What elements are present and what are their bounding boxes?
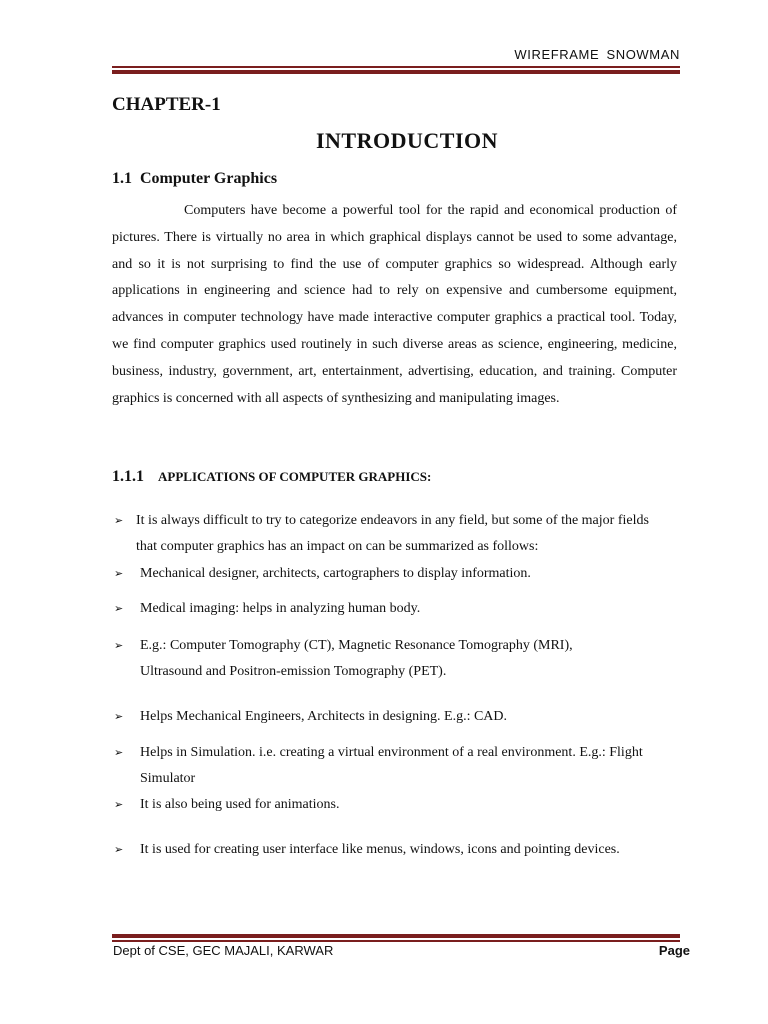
arrowhead-bullet-icon: ➢ — [114, 567, 124, 580]
list-item — [114, 704, 680, 730]
list-item — [114, 633, 634, 685]
running-header: WIREFRAME SNOWMAN — [514, 47, 680, 62]
header-rule-thick — [112, 70, 680, 74]
arrowhead-bullet-icon: ➢ — [114, 639, 124, 652]
arrowhead-bullet-icon: ➢ — [114, 514, 124, 527]
subsection-heading — [112, 468, 431, 486]
list-item — [114, 596, 680, 622]
list-item — [114, 740, 654, 792]
page-title: INTRODUCTION — [315, 128, 499, 153]
list-item — [114, 837, 680, 863]
list-item — [114, 561, 680, 587]
subsection-number: 1.1.1 — [112, 468, 144, 485]
paragraph-text: Computers have become a powerful tool for the rapid and economical production of pictures. There is virtually no area in which graphical displays cannot be used to some advantage, and so it is not surprising to find the use of computer graphics so widespread. Although early applications in engineering and science had to rely on expensive and cumbersome equipment, advances in computer technology have made interactive computer graphics a practical tool. Today, we find computer graphics used routinely in such diverse areas as science, engineering, medicine, business, industry, government, art, entertainment, advertising, education, and training. Computer graphics is concerned with all aspects of synthesizing and manipulating images. — [112, 203, 677, 406]
footer-rule-thick — [112, 934, 680, 938]
list-item-text: It is used for creating user interface like menus, windows, icons and pointing devices. — [140, 842, 620, 857]
list-item-text: Medical imaging: helps in analyzing human body. — [140, 601, 421, 616]
arrowhead-bullet-icon: ➢ — [114, 798, 124, 811]
section-heading — [112, 170, 277, 188]
list-item-text: Helps Mechanical Engineers, Architects in designing. E.g.: CAD. — [140, 709, 508, 724]
list-item-text: It is also being used for animations. — [140, 797, 340, 812]
footer-page-label: Page — [658, 943, 690, 958]
list-item — [114, 508, 660, 560]
list-item-text: Mechanical designer, architects, cartographers to display information. — [140, 566, 531, 581]
subsection-title: APPLICATIONS OF COMPUTER GRAPHICS: — [158, 469, 432, 484]
chapter-label: CHAPTER-1 — [112, 94, 221, 115]
footer-rule-thin — [112, 940, 680, 942]
list-item-text: It is always difficult to try to categorize endeavors in any field, but some of the major fields that computer graphics has an impact on can be summarized as follows: — [136, 513, 649, 554]
arrowhead-bullet-icon: ➢ — [114, 746, 124, 759]
section-title: Computer Graphics — [140, 170, 278, 187]
header-rule-thin — [112, 66, 680, 68]
section-number: 1.1 — [112, 170, 132, 187]
list-item — [114, 792, 680, 818]
list-item-text: Helps in Simulation. i.e. creating a virtual environment of a real environment. E.g.: Flight Simulator — [140, 745, 643, 786]
intro-paragraph — [112, 198, 677, 412]
footer-department: Dept of CSE, GEC MAJALI, KARWAR — [113, 943, 334, 958]
list-item-text: E.g.: Computer Tomography (CT), Magnetic Resonance Tomography (MRI), Ultrasound and Positron-emission Tomography (PET). — [140, 638, 573, 679]
arrowhead-bullet-icon: ➢ — [114, 602, 124, 615]
arrowhead-bullet-icon: ➢ — [114, 710, 124, 723]
arrowhead-bullet-icon: ➢ — [114, 843, 124, 856]
